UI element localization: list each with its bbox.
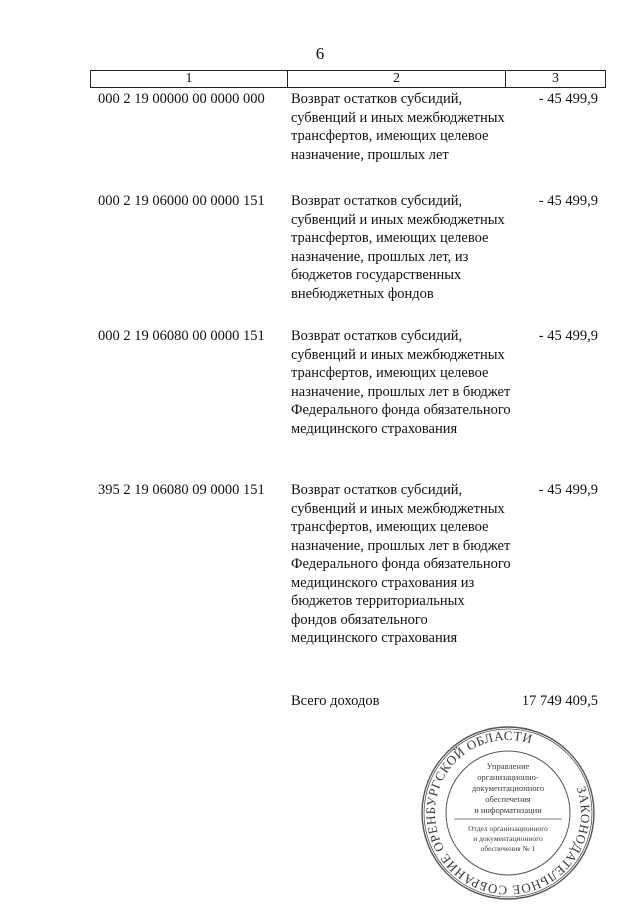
total-label: Всего доходов	[291, 693, 380, 709]
row-amount: - 45 499,9	[538, 328, 598, 344]
header-col-2: 2	[288, 71, 506, 87]
row-code: 000 2 19 00000 00 0000 000	[98, 91, 265, 107]
total-amount: 17 749 409,5	[521, 693, 598, 709]
stamp-outer-ring-text: ЗАКОНОДАТЕЛЬНОЕ СОБРАНИЕ ОРЕНБУРГСКОЙ ОБЛАСТИ	[422, 727, 594, 899]
row-code: 395 2 19 06080 09 0000 151	[98, 482, 265, 498]
row-code: 000 2 19 06080 00 0000 151	[98, 328, 265, 344]
row-code: 000 2 19 06000 00 0000 151	[98, 193, 265, 209]
row-name: Возврат остатков субсидий, субвенций и иных межбюджетных трансфертов, имеющих целевое назначение, прошлых лет, из бюджетов государственных внебюджетных фондов	[291, 193, 505, 302]
table-header	[90, 70, 606, 88]
stamp-inner-line: и информатизации	[474, 805, 542, 815]
row-amount: - 45 499,9	[538, 193, 598, 209]
header-col-1: 1	[91, 71, 288, 87]
page-number: 6	[315, 44, 325, 63]
row-name: Возврат остатков субсидий, субвенций и иных межбюджетных трансфертов, имеющих целевое назначение, прошлых лет	[291, 91, 505, 163]
stamp-inner-line: документационного	[471, 783, 545, 793]
row-amount: - 45 499,9	[538, 91, 598, 107]
stamp-inner-line: организационно-	[477, 772, 539, 782]
header-col-3: 3	[552, 71, 559, 86]
stamp-bottom-line: обеспечения № 1	[480, 844, 536, 853]
stamp-inner-line: обеспечения	[485, 794, 531, 804]
row-name: Возврат остатков субсидий, субвенций и иных межбюджетных трансфертов, имеющих целевое назначение, прошлых лет в бюджет Федерального фонда обязательного медицинского страхования	[291, 328, 511, 437]
official-stamp	[420, 725, 596, 901]
row-name: Возврат остатков субсидий, субвенций и иных межбюджетных трансфертов, имеющих целевое назначение, прошлых лет в бюджет Федерального фонда обязательного медицинского страхования из бюджетов территориальных фондов обязательного медицинского страхования	[291, 482, 511, 646]
stamp-inner-line: Управление	[486, 761, 530, 771]
stamp-bottom-line: и документационного	[473, 834, 543, 843]
row-amount: - 45 499,9	[538, 482, 598, 498]
stamp-bottom-line: Отдел организационного	[468, 824, 548, 833]
